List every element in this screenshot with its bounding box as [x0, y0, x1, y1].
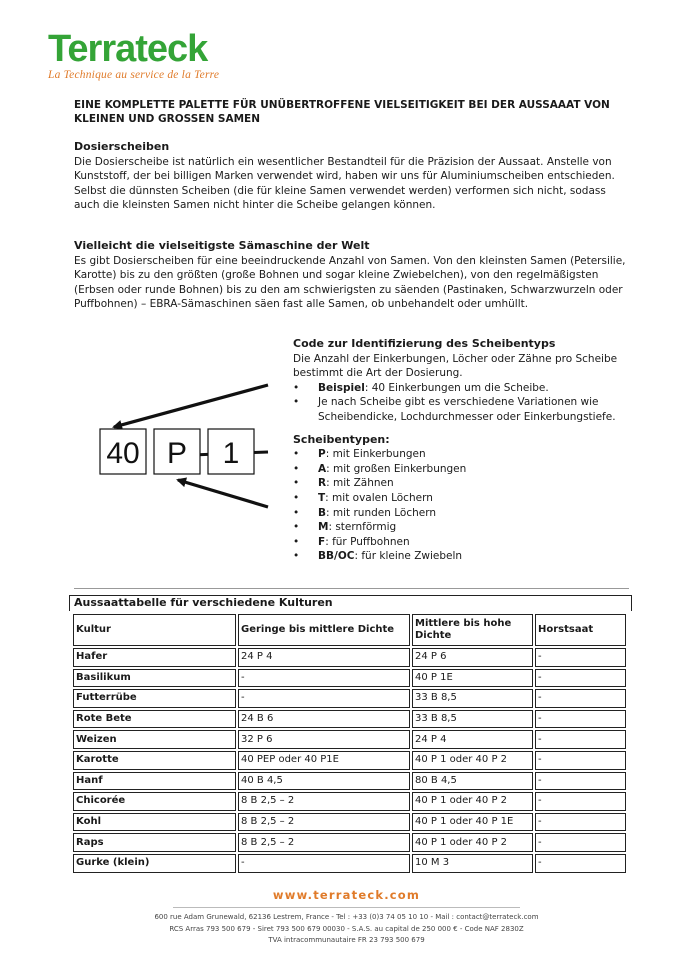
list-item: [293, 549, 633, 564]
code-box-count-label: 40: [106, 437, 140, 470]
high-density-cell: 33 B 8,5: [412, 710, 533, 729]
crop-cell: Rote Bete: [73, 710, 236, 729]
crop-cell: Gurke (klein): [73, 854, 236, 873]
header-cell-low-density: Geringe bis mittlere Dichte: [238, 614, 410, 646]
hill-sowing-cell: -: [535, 854, 626, 873]
table-row: [73, 669, 626, 688]
hill-sowing-cell: -: [535, 833, 626, 852]
type-code: B: [318, 506, 327, 519]
hill-sowing-cell: -: [535, 730, 626, 749]
table-row: [73, 772, 626, 791]
bullet-icon: •: [293, 396, 300, 409]
low-density-cell: -: [238, 854, 410, 873]
table-row: [73, 710, 626, 729]
bullet-icon: •: [293, 506, 300, 519]
hill-sowing-cell: -: [535, 813, 626, 832]
list-item: [293, 462, 633, 477]
divider: [74, 588, 629, 589]
hill-sowing-cell: -: [535, 772, 626, 791]
hill-sowing-cell: -: [535, 751, 626, 770]
table-row: [73, 792, 626, 811]
terrateck-logo: [48, 30, 219, 81]
type-text: : für Puffbohnen: [325, 535, 410, 548]
bullet-text: : 40 Einkerbungen um die Scheibe.: [364, 381, 549, 394]
arrow-to-type: [178, 480, 268, 507]
section-body: Es gibt Dosierscheiben für eine beeindruckende Anzahl von Samen. Von den kleinsten Samen (Petersilie, Karotte) bis zu den größten (große Bohnen und sogar kleine Zwiebelchen), von den regelmäßigsten (Erbsen oder runde Bohnen) bis zu den am schwierigsten zu säenden (Pastinaken, Schwarzwurzeln oder Puffbohnen) – EBRA-Sämaschinen säen fast alle Samen, ob unbehandelt oder umhüllt.: [74, 254, 626, 311]
list-item: [293, 395, 633, 424]
high-density-cell: 10 M 3: [412, 854, 533, 873]
low-density-cell: -: [238, 689, 410, 708]
table-row: [73, 833, 626, 852]
low-density-cell: 8 B 2,5 – 2: [238, 813, 410, 832]
footer-address: 600 rue Adam Grunewald, 62136 Lestrem, France - Tel : +33 (0)3 74 05 10 10 - Mail : contact@terrateck.com: [154, 913, 539, 921]
bullet-icon: •: [293, 477, 300, 490]
high-density-cell: 40 P 1 oder 40 P 2: [412, 792, 533, 811]
code-box-variation-label: 1: [222, 437, 240, 470]
type-code: F: [318, 535, 326, 548]
bullet-icon: •: [293, 535, 300, 548]
crop-cell: Karotte: [73, 751, 236, 770]
footer-vat: TVA intracommunautaire FR 23 793 500 679: [268, 936, 425, 944]
hill-sowing-cell: -: [535, 689, 626, 708]
header-cell-high-density: Mittlere bis hohe Dichte: [412, 614, 533, 646]
list-item: [293, 491, 633, 506]
section-title: Vielleicht die vielseitigste Sämaschine der Welt: [74, 239, 370, 252]
table-row: [73, 751, 626, 770]
crop-cell: Basilikum: [73, 669, 236, 688]
list-item: [293, 520, 633, 535]
header-cell-crop: Kultur: [73, 614, 236, 646]
logo-wordmark: Terrateck: [48, 28, 208, 70]
type-text: : mit großen Einkerbungen: [326, 462, 467, 475]
bullet-icon: •: [293, 521, 300, 534]
bullet-bold: Beispiel: [318, 381, 365, 394]
section-title: Dosierscheiben: [74, 140, 170, 153]
table-row: [73, 648, 626, 667]
list-item: [293, 535, 633, 550]
crop-cell: Futterrübe: [73, 689, 236, 708]
table-row: [73, 730, 626, 749]
code-intro: Die Anzahl der Einkerbungen, Löcher oder Zähne pro Scheibe bestimmt die Art der Dosierung.: [293, 352, 618, 380]
crop-cell: Raps: [73, 833, 236, 852]
bullet-icon: •: [293, 550, 300, 563]
low-density-cell: 8 B 2,5 – 2: [238, 792, 410, 811]
hill-sowing-cell: -: [535, 710, 626, 729]
section-body: Die Dosierscheibe ist natürlich ein wesentlicher Bestandteil für die Präzision der Aussaat. Anstelle von Kunststoff, der bei billigen Marken verwendet wird, haben wir uns für Aluminiumscheiben entschieden. Selbst die dünnsten Scheiben (die für kleine Samen verwendet werden) verformen sich nicht, sodass auch die kleinsten Samen nicht hinter die Scheibe gelangen können.: [74, 155, 615, 212]
type-code: BB/OC: [318, 550, 355, 563]
footer-registration: RCS Arras 793 500 679 - Siret 793 500 679 00030 - S.A.S. au capital de 250 000 € - Code NAF 2830Z: [169, 924, 524, 933]
header-cell-hill-sowing: Horstsaat: [535, 614, 626, 646]
section-versatility: [74, 239, 634, 312]
type-code: R: [318, 477, 327, 490]
type-text: : mit Einkerbungen: [325, 448, 426, 461]
high-density-cell: 40 P 1 oder 40 P 2: [412, 833, 533, 852]
type-code: P: [318, 448, 326, 461]
crop-cell: Kohl: [73, 813, 236, 832]
bullet-icon: •: [293, 462, 300, 475]
list-item: [293, 476, 633, 491]
list-item: [293, 381, 633, 396]
code-box-type-label: P: [166, 437, 188, 470]
crop-cell: Hanf: [73, 772, 236, 791]
table-row: [73, 813, 626, 832]
type-text: : mit Zähnen: [326, 477, 394, 490]
low-density-cell: 40 PEP oder 40 P1E: [238, 751, 410, 770]
high-density-cell: 40 P 1 oder 40 P 2: [412, 751, 533, 770]
high-density-cell: 33 B 8,5: [412, 689, 533, 708]
footer-divider: [173, 907, 520, 908]
type-code: A: [318, 462, 327, 475]
list-item: [293, 506, 633, 521]
disc-code-explanation: [293, 337, 633, 564]
bullet-icon: •: [293, 491, 300, 504]
low-density-cell: 24 P 4: [238, 648, 410, 667]
section-dosing-discs: [74, 140, 634, 213]
sowing-table: [71, 612, 628, 875]
type-text: : sternförmig: [328, 521, 397, 534]
disc-types-list: [293, 447, 633, 564]
high-density-cell: 80 B 4,5: [412, 772, 533, 791]
low-density-cell: 32 P 6: [238, 730, 410, 749]
hill-sowing-cell: -: [535, 669, 626, 688]
high-density-cell: 24 P 6: [412, 648, 533, 667]
type-code: T: [318, 491, 326, 504]
table-header-row: [73, 614, 626, 646]
crop-cell: Chicorée: [73, 792, 236, 811]
disc-types-title: Scheibentypen:: [293, 432, 390, 446]
sowing-table-title: Aussaattabelle für verschiedene Kulturen: [69, 595, 632, 611]
bullet-icon: •: [293, 381, 300, 394]
crop-cell: Hafer: [73, 648, 236, 667]
code-title: Code zur Identifizierung des Scheibentyps: [293, 337, 556, 350]
table-row: [73, 689, 626, 708]
type-text: : für kleine Zwiebeln: [354, 550, 463, 563]
bullet-icon: •: [293, 448, 300, 461]
hill-sowing-cell: -: [535, 792, 626, 811]
low-density-cell: 8 B 2,5 – 2: [238, 833, 410, 852]
website-link[interactable]: www.terrateck.com: [272, 888, 421, 902]
page-title: EINE KOMPLETTE PALETTE FÜR UNÜBERTROFFENE VIELSEITIGKEIT BEI DER AUSSAAAT VON KLEINEN UND GROSSEN SAMEN: [74, 99, 610, 125]
type-text: : mit ovalen Löchern: [325, 491, 433, 504]
high-density-cell: 40 P 1 oder 40 P 1E: [412, 813, 533, 832]
type-code: M: [318, 521, 329, 534]
low-density-cell: -: [238, 669, 410, 688]
high-density-cell: 40 P 1E: [412, 669, 533, 688]
arrow-to-count: [114, 385, 268, 427]
disc-code-diagram: [86, 372, 286, 512]
high-density-cell: 24 P 4: [412, 730, 533, 749]
type-text: : mit runden Löchern: [326, 506, 436, 519]
table-row: [73, 854, 626, 873]
list-item: [293, 447, 633, 462]
low-density-cell: 24 B 6: [238, 710, 410, 729]
crop-cell: Weizen: [73, 730, 236, 749]
hill-sowing-cell: -: [535, 648, 626, 667]
company-footer: [0, 912, 693, 947]
logo-tagline: La Technique au service de la Terre: [48, 69, 220, 81]
low-density-cell: 40 B 4,5: [238, 772, 410, 791]
bullet-text: Je nach Scheibe gibt es verschiedene Variationen wie Scheibendicke, Lochdurchmesser oder Einkerbungstiefe.: [318, 396, 616, 423]
